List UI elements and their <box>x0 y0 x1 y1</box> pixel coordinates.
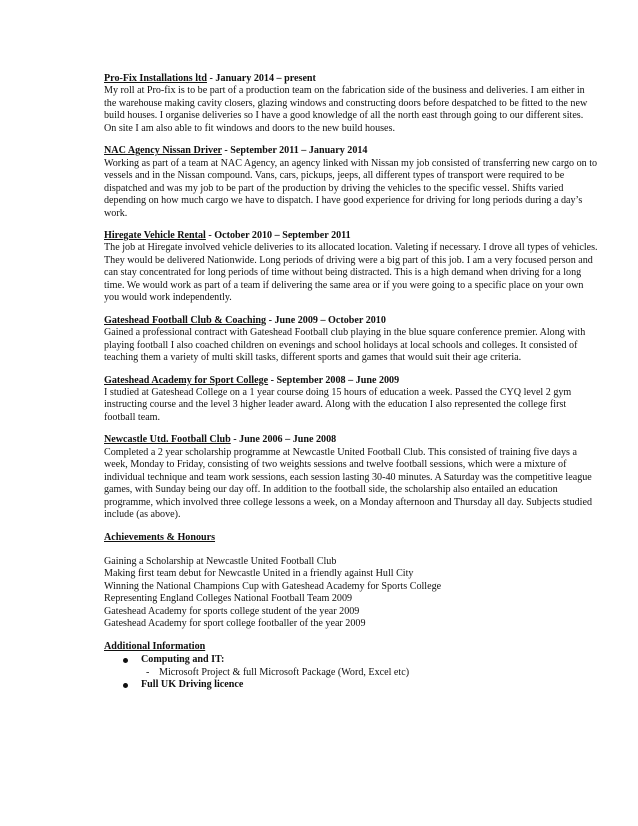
job-company: Hiregate Vehicle Rental <box>104 229 206 241</box>
achievement-item: Making first team debut for Newcastle United in a friendly against Hull City <box>104 568 414 580</box>
additional-info-section <box>104 641 598 692</box>
achievement-item: Gaining a Scholarship at Newcastle United Football Club <box>104 555 337 567</box>
job-description: Gained a professional contract with Gateshead Football club playing in the blue square conference premier. Along with playing football I also coached children on evenings and school holidays at local schools and colleges. It consisted of teaching them a variety of multi skill tasks, different sports and games that would suit their age criteria. <box>104 327 586 364</box>
job-description: Completed a 2 year scholarship programme at Newcastle United Football Club. This consisted of training five days a week, Monday to Friday, consisting of two weights sessions and twelve football sessions, which were a mixture of individual technique and team work sessions, each session lasting 30-40 minutes. A Saturday was the competitive league games, with Sunday being our day off. In addition to the football side, the scholarship also entailed an education programme, which involved three college lessons a week, on a Monday afternoon and Thursday all day. Subjects studied include (as above). <box>104 446 593 521</box>
computing-bullet: Computing and IT: <box>104 654 598 666</box>
achievement-item: Winning the National Champions Cup with Gateshead Academy for Sports College <box>104 580 442 592</box>
achievement-item: Representing England Colleges National Football Team 2009 <box>104 593 353 605</box>
job-entry-gateshead-fc <box>104 315 598 365</box>
job-heading <box>104 230 598 242</box>
computing-detail-row <box>104 667 598 679</box>
job-company: Newcastle Utd. Football Club <box>104 434 231 446</box>
job-entry-newcastle <box>104 434 598 521</box>
achievements-title: Achievements & Honours <box>104 531 216 543</box>
job-period: - October 2010 – September 2011 <box>205 229 351 241</box>
job-company: NAC Agency Nissan Driver <box>104 145 222 157</box>
job-entry-nac <box>104 145 598 220</box>
job-heading <box>104 145 598 157</box>
job-description: My roll at Pro-fix is to be part of a production team on the fabrication side of the business and deliveries. I am either in the warehouse making cavity closers, glazing windows and constructing doors before despatched to be fitted to the new build houses. I organise deliveries so I have a good knowledge of all the north east through going to our different sites. On site I am also able to fit windows and doors to the new build houses. <box>104 85 588 134</box>
job-heading <box>104 73 598 85</box>
job-entry-hiregate <box>104 230 598 305</box>
job-period: - June 2006 – June 2008 <box>230 434 337 446</box>
job-company: Gateshead Football Club & Coaching <box>104 314 267 326</box>
job-entry-profix <box>104 73 598 135</box>
job-period: - September 2008 – June 2009 <box>268 374 400 386</box>
job-period: - September 2011 – January 2014 <box>221 145 368 157</box>
job-heading <box>104 434 598 446</box>
achievements-section <box>104 532 598 631</box>
additional-info-title: Additional Information <box>104 640 206 652</box>
driving-licence-bullet: Full UK Driving licence <box>104 679 598 691</box>
achievement-item: Gateshead Academy for sports college student of the year 2009 <box>104 605 360 617</box>
job-description: I studied at Gateshead College on a 1 year course doing 15 hours of education a week. Passed the CYQ level 2 gym instructing course and the level 3 higher leader award. Along with the education I also represented the college first football team. <box>104 386 572 423</box>
job-period: - January 2014 – present <box>207 73 316 84</box>
achievement-item: Gateshead Academy for sport college footballer of the year 2009 <box>104 618 366 630</box>
job-company: Gateshead Academy for Sport College <box>104 374 269 386</box>
job-heading <box>104 315 598 327</box>
job-period: - June 2009 – October 2010 <box>266 314 386 326</box>
achievements-list <box>104 556 598 631</box>
computing-detail: Microsoft Project & full Microsoft Package (Word, Excel etc) <box>159 666 410 678</box>
job-company: Pro-Fix Installations ltd <box>104 73 208 84</box>
job-description: Working as part of a team at NAC Agency, an agency linked with Nissan my job consisted of transferring new cargo on to vessels and in the Nissan compound. Vans, cars, pickups, jeeps, all different types of transport were required to be dispatched and was my job to be part of the production by driving the vehicles to the specific vessel. Shifts varied depending on how much cargo we have to dispatch. I have good experience for driving for long periods during a day’s work. <box>104 157 598 219</box>
dash-marker: - <box>146 666 150 678</box>
job-entry-gateshead-academy <box>104 375 598 425</box>
job-heading <box>104 375 598 387</box>
job-description: The job at Hiregate involved vehicle deliveries to its allocated location. Valeting if necessary. I drove all types of vehicles. They would be delivered Nationwide. Long periods of driving were a big part of this job. I am a very focused person and can stay concentrated for long periods of time without being distracted. This is a high demand when driving for a long time. We would work as part of a team if delivering the same area or if you were going to a specific place on your own you would work independently. <box>104 242 598 304</box>
